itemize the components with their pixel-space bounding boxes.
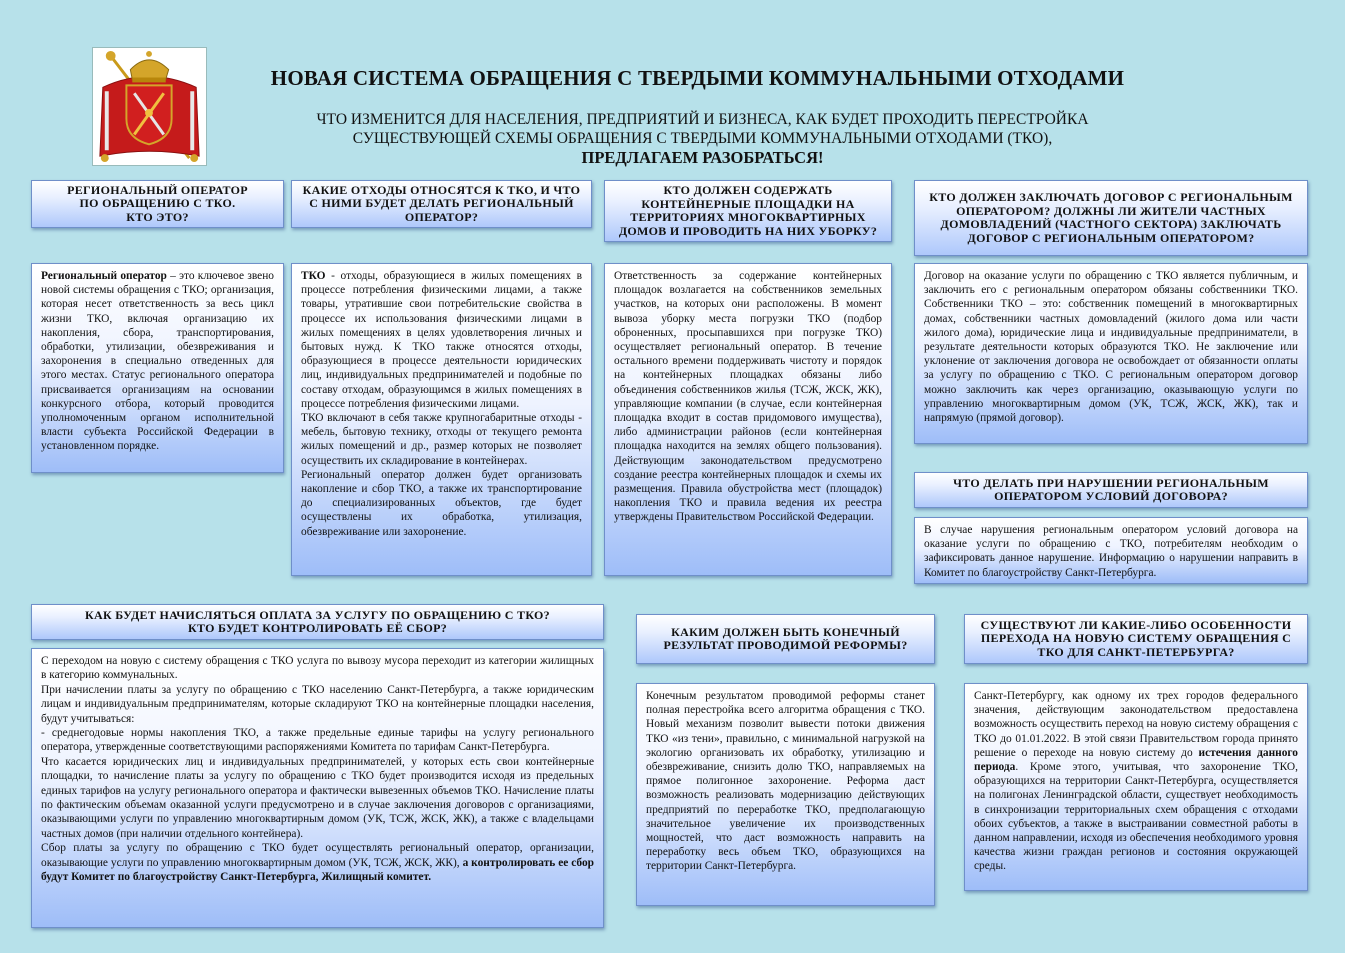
contract-panel [914, 263, 1308, 444]
contract-body: Договор на оказание услуги по обращению с ТКО является публичным, и заключить его с региональным оператором обязаны собственники ТКО. Собственники ТКО – это: собственник помещений в многоквартирных домах, собственники частных домовладений (жилого дома или части жилого дома), юридические лица и индивидуальные предприниматели, в результате деятельности которых образуются ТКО. Не заключение или уклонение от заключения договора не освобождает от обязанности оплаты за услугу по обращению с ТКО. С региональным оператором договор можно заключить как через организацию, оказывающую услуги по управлению многоквартирным домом (УК, ТСЖ, ЖСК, ЖК), так и напрямую (прямой договор). [924, 270, 1298, 425]
payment-body-5-bold: а контролировать ее сбор будут Комитет по благоустройству Санкт-Петербурга, Жилищный комитет. [41, 856, 595, 884]
operator-body: – это ключевое звено новой системы обращения с ТКО; организация, которая несет ответственность за весь цикл жизни ТКО, включая организацию их накопления, сбора, транспортирования, обработки, утилизации, обезвреживания и захоронения в специально отведенных для этого местах. Статус регионального оператора присваивается организациям на основании конкурсного отбора, который проводится уполномоченным органом исполнительной власти субъекта Российской Федерации в установленном порядке. [41, 270, 274, 453]
operator-text [41, 269, 274, 454]
operator-heading [31, 180, 284, 228]
operator-lead: Региональный оператор [41, 270, 167, 282]
payment-text-5 [41, 841, 594, 884]
waste-types-body-2: ТКО включают в себя также крупногабаритные отходы - мебель, бытовую технику, отходы от текущего ремонта жилых помещений и др., размер которых не позволяет осуществить их складирование в контейнерах. [301, 412, 582, 467]
waste-types-body-3: Региональный оператор должен будет организовать накопление и сбор ТКО, а также их транспортирование до специализированных объектов, где будет осуществлены их обработка, утилизация, обезвреживание или захоронение. [301, 468, 582, 538]
contract-heading [914, 180, 1308, 256]
violation-body: В случае нарушения региональным оператором условий договора на оказание услуги по обращению с ТКО, потребителям необходим о зафиксировать данное нарушение. Информацию о нарушении направить в Комитет по благоустройству Санкт-Петербурга. [924, 524, 1298, 579]
result-heading [636, 614, 935, 664]
waste-types-panel [291, 263, 592, 576]
spb-body-bold: истечения данного периода [974, 746, 1298, 774]
operator-panel [31, 263, 284, 473]
result-panel [636, 683, 935, 906]
payment-body-2: При начислении платы за услугу по обращению с ТКО населению Санкт-Петербурга, а также юридическим лицам и индивидуальным предпринимателям, которые складируют ТКО на контейнерные площадки населения, будут учитываться: [41, 683, 594, 725]
container-sites-body: Ответственность за содержание контейнерных площадок возлагается на собственников земельных участков, на которых они расположены. В момент вывоза уборку места погрузки ТКО (подбор оброненных, просыпавшихся при погрузке ТКО) осуществляет региональный оператор. В течение остального времени поддерживать чистоту и порядок на контейнерных площадках обязаны либо объединения собственников жилья (ТСЖ, ЖСК, ЖК), управляющие компании (в случае, если контейнерная площадка входит в состав придомового имущества), либо администрации районов (если контейнерная площадка находится на землях общего пользования). Действующим законодательством предусмотрено создание реестра контейнерных площадок и схемы их размещения. Правила обустройства мест (площадок) накопления ТКО и правила ведения их реестра утверждены Правительством Российской Федерации. [614, 270, 882, 524]
payment-body-3: - среднегодовые нормы накопления ТКО, а также предельные единые тарифы на услугу регионального оператора, утвержденные соответствующими распоряжениями Комитета по тарифам Санкт-Петербурга. [41, 727, 594, 754]
payment-body-1: С переходом на новую с систему обращения с ТКО услуга по вывозу мусора переходит из категории жилищных в категорию коммунальных. [41, 655, 594, 682]
contract-heading-text: КТО ДОЛЖЕН ЗАКЛЮЧАТЬ ДОГОВОР С РЕГИОНАЛЬНЫМ ОПЕРАТОРОМ? ДОЛЖНЫ ЛИ ЖИТЕЛИ ЧАСТНЫХ ДОМОВЛАДЕНИЙ (ЧАСТНОГО СЕКТОРА) ЗАКЛЮЧАТЬ ДОГОВОР С РЕГИОНАЛЬНЫМ ОПЕРАТОРОМ? [929, 190, 1293, 245]
violation-panel [914, 517, 1308, 584]
subtitle-call-to-action: ПРЕДЛАГАЕМ РАЗОБРАТЬСЯ! [581, 148, 824, 167]
payment-panel [31, 648, 604, 928]
waste-types-heading [291, 180, 592, 228]
spb-heading [964, 614, 1308, 664]
payment-body-4: Что касается юридических лиц и индивидуальных предпринимателей, у которых есть свои контейнерные площадки, то начисление платы за услугу по обращению с ТКО будет производится исходя из предельных единых тарифов на услугу регионального оператора и фактически вывезенных объемов ТКО. Начисление платы по фактическим объемам оказанной услуги предусмотрено и в случае заключения договоров с организациями, оказывающими услуги по управлению многоквартирным домом (УК, ТСЖ, ЖСК, ЖК), а также с владельцами частных домов (при наличии отдельного контейнера). [41, 755, 594, 840]
waste-types-body-1: - отходы, образующиеся в жилых помещениях в процессе потребления физическими лицами, а также товары, утратившие свои потребительские свойства в процессе их использования физическими лицами в жилых помещениях в целях удовлетворения личных и бытовых нужд. К ТКО также относятся отходы, образующиеся в процессе деятельности юридических лиц, индивидуальных предпринимателей и подобные по составу отходам, образующимся в жилых помещениях в процессе потребления физическими лицами. [301, 270, 582, 410]
operator-heading-line-2: ПО ОБРАЩЕНИЮ С ТКО. [79, 196, 236, 211]
spb-body-1: Санкт-Петербургу, как одному их трех городов федерального значения, действующим законодательством предоставлена возможность осуществить переход на новую систему обращения с ТКО до 01.01.2022. В этой связи Правительством города принято решение о переходе на новую систему до [974, 690, 1298, 759]
container-sites-panel [604, 263, 892, 576]
waste-types-lead: ТКО [301, 270, 326, 282]
crest-graphic [93, 48, 206, 165]
spb-body-tail: . Кроме этого, учитывая, что захоронение ТКО, образующихся на территории Санкт-Петербурга, осуществляется на полигонах Ленинградской области, существует необходимость в синхронизации территориальных схем обращения с отходами обоих субъектов, а также в выстраивании совместной работы в данном направлении, исходя из обеспечения необходимого уровня качества жизни граждан регионов и состояния окружающей среды. [974, 761, 1298, 873]
coat-of-arms-icon [92, 47, 207, 166]
violation-heading [914, 472, 1308, 508]
page-title: НОВАЯ СИСТЕМА ОБРАЩЕНИЯ С ТВЕРДЫМИ КОММУНАЛЬНЫМИ ОТХОДАМИ [270, 66, 1125, 90]
operator-heading-line-1: РЕГИОНАЛЬНЫЙ ОПЕРАТОР [67, 182, 248, 197]
violation-heading-text: ЧТО ДЕЛАТЬ ПРИ НАРУШЕНИИ РЕГИОНАЛЬНЫМ ОПЕРАТОРОМ УСЛОВИЙ ДОГОВОРА? [953, 475, 1269, 503]
result-body: Конечным результатом проводимой реформы станет полная перестройка всего алгоритма обращения с ТКО. Новый механизм позволит вывести потоки движения ТКО «из тени», правильно, с минимальной нагрузкой на экологию организовать их обработку, утилизацию и обезвреживание, снизить долю ТКО, направляемых на прямое полигонное захоронение. Реформа даст возможность реализовать модернизацию действующих предприятий по переработке ТКО, предполагающую значительное увеличение их производственных мощностей, что даст возможность направить на переработку весь объем ТКО, образующихся на территории Санкт-Петербурга. [646, 690, 925, 873]
subtitle-line-1: ЧТО ИЗМЕНИТСЯ ДЛЯ НАСЕЛЕНИЯ, ПРЕДПРИЯТИЙ И БИЗНЕСА, КАК БУДЕТ ПРОХОДИТЬ ПЕРЕСТРОЙКА [316, 111, 1089, 128]
waste-types-heading-text: КАКИЕ ОТХОДЫ ОТНОСЯТСЯ К ТКО, И ЧТО С НИМИ БУДЕТ ДЕЛАТЬ РЕГИОНАЛЬНЫЙ ОПЕРАТОР? [302, 182, 581, 224]
page-subtitle [250, 110, 1155, 167]
spb-text [974, 689, 1298, 874]
container-sites-heading-text: КТО ДОЛЖЕН СОДЕРЖАТЬ КОНТЕЙНЕРНЫЕ ПЛОЩАДКИ НА ТЕРРИТОРИЯХ МНОГОКВАРТИРНЫХ ДОМОВ И ПРОВОДИТЬ НА НИХ УБОРКУ? [618, 183, 878, 238]
spb-panel [964, 683, 1308, 891]
waste-types-text-1 [301, 269, 582, 411]
operator-heading-line-3: КТО ЭТО? [126, 209, 189, 224]
payment-heading [31, 604, 604, 640]
result-heading-text: КАКИМ ДОЛЖЕН БЫТЬ КОНЕЧНЫЙ РЕЗУЛЬТАТ ПРОВОДИМОЙ РЕФОРМЫ? [663, 624, 908, 652]
payment-heading-line-2: КТО БУДЕТ КОНТРОЛИРОВАТЬ ЕЁ СБОР? [187, 621, 448, 635]
payment-body-5: Сбор платы за услугу по обращению с ТКО будет осуществлять региональный оператор, организации, оказывающие услуги по управлению многоквартирным домом (УК, ТСЖ, ЖСК, ЖК), [41, 842, 594, 869]
payment-heading-line-1: КАК БУДЕТ НАЧИСЛЯТЬСЯ ОПЛАТА ЗА УСЛУГУ ПО ОБРАЩЕНИЮ С ТКО? [85, 607, 550, 622]
spb-heading-text: СУЩЕСТВУЮТ ЛИ КАКИЕ-ЛИБО ОСОБЕННОСТИ ПЕРЕХОДА НА НОВУЮ СИСТЕМУ ОБРАЩЕНИЯ С ТКО ДЛЯ САНКТ-ПЕТЕРБУРГА? [980, 617, 1292, 659]
container-sites-heading [604, 180, 892, 242]
subtitle-line-2: СУЩЕСТВУЮЩЕЙ СХЕМЫ ОБРАЩЕНИЯ С ТВЕРДЫМИ КОММУНАЛЬНЫМИ ОТХОДАМИ (ТКО), [352, 130, 1053, 147]
